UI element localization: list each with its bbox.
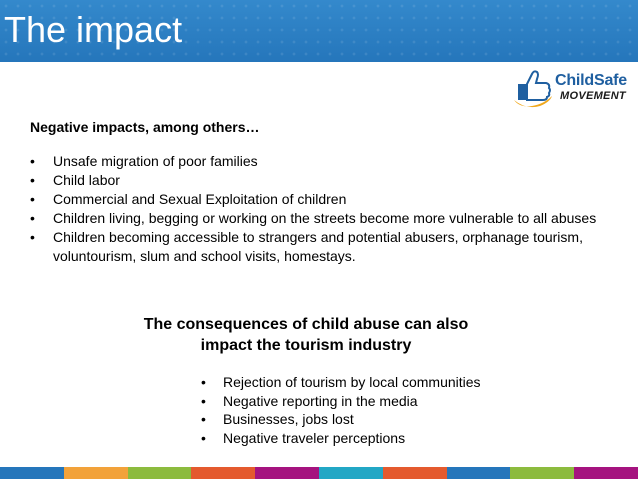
list-item-text: Child labor xyxy=(53,172,120,188)
list-item-text: Children becoming accessible to strangers and potential abusers, orphanage tourism, voluntourism, slum and school visits, homestays. xyxy=(53,229,583,264)
list-item xyxy=(201,410,531,429)
list-item-text: Negative traveler perceptions xyxy=(223,429,406,446)
consequence-line-2: impact the tourism industry xyxy=(200,337,412,354)
bullet-icon: • xyxy=(201,429,206,446)
strip-segment xyxy=(255,467,319,479)
strip-segment xyxy=(319,467,383,479)
intro-heading: Negative impacts, among others… xyxy=(30,119,260,135)
strip-segment xyxy=(0,467,64,479)
bullet-icon: • xyxy=(201,411,206,427)
negative-impacts-list xyxy=(30,152,606,266)
slide-title: The impact xyxy=(4,9,183,50)
list-item xyxy=(30,152,606,171)
tourism-impact-list xyxy=(201,373,531,447)
list-item xyxy=(201,429,531,448)
list-item-text: Children living, begging or working on the streets become more vulnerable to all abuses xyxy=(53,210,597,226)
bullet-icon: • xyxy=(30,210,35,226)
consequence-line-1: The consequences of child abuse can also xyxy=(143,316,469,333)
childsafe-logo xyxy=(510,66,634,110)
bullet-icon: • xyxy=(30,153,35,169)
logo-subtitle: MOVEMENT xyxy=(560,90,626,102)
list-item xyxy=(30,228,606,266)
strip-segment xyxy=(510,467,574,479)
list-item xyxy=(201,373,531,392)
consequence-heading xyxy=(100,314,512,356)
bullet-icon: • xyxy=(201,392,206,409)
bullet-icon: • xyxy=(30,191,35,207)
thumbs-up-icon xyxy=(510,66,556,110)
list-item xyxy=(30,190,606,209)
list-item-text: Negative reporting in the media xyxy=(223,392,418,409)
strip-segment xyxy=(128,467,192,479)
list-item xyxy=(30,209,606,228)
bullet-icon: • xyxy=(201,374,206,390)
list-item-text: Unsafe migration of poor families xyxy=(53,153,258,169)
bullet-icon: • xyxy=(30,229,35,245)
list-item-text: Commercial and Sexual Exploitation of children xyxy=(53,191,347,207)
logo-wordmark: ChildSafe xyxy=(555,72,627,89)
strip-segment xyxy=(191,467,255,479)
bullet-icon: • xyxy=(30,172,35,188)
strip-segment xyxy=(64,467,128,479)
list-item-text: Rejection of tourism by local communities xyxy=(223,374,481,390)
title-bar xyxy=(0,0,638,62)
strip-segment xyxy=(447,467,511,479)
list-item xyxy=(201,392,531,411)
strip-segment xyxy=(383,467,447,479)
list-item xyxy=(30,171,606,190)
list-item-text: Businesses, jobs lost xyxy=(223,411,354,427)
strip-segment xyxy=(574,467,638,479)
footer-color-strip xyxy=(0,467,638,479)
